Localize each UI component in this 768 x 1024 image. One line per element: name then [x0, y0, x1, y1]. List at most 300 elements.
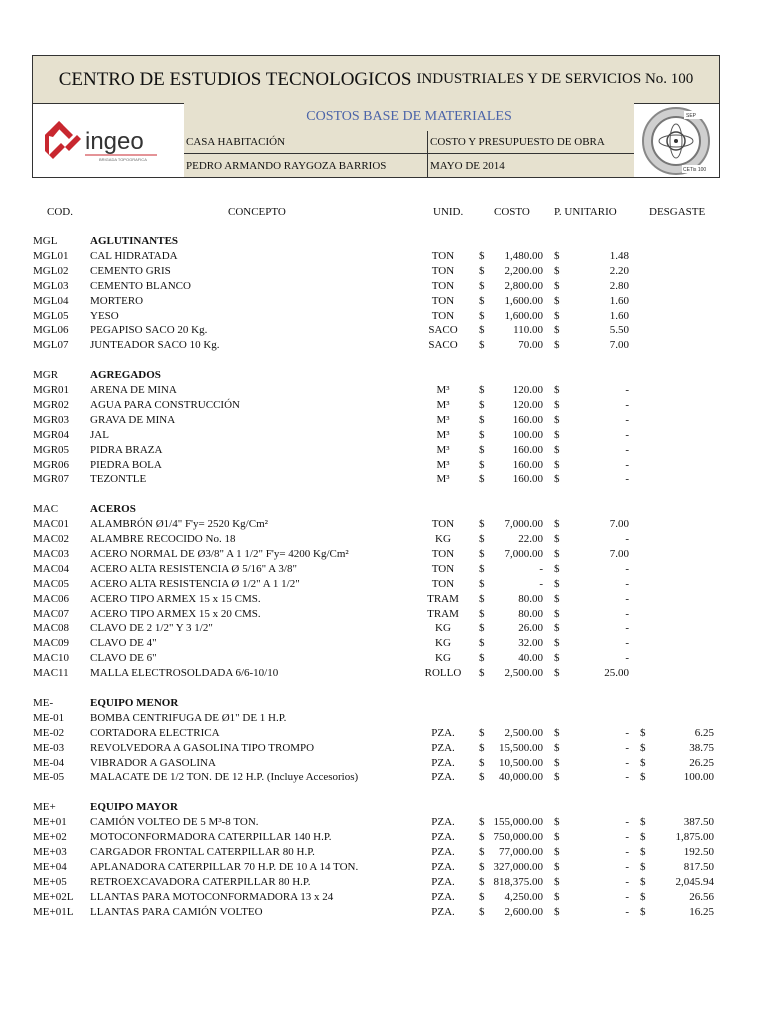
table-row: [0, 711, 768, 726]
item-cost: 1,480.00: [504, 249, 543, 262]
item-concept: AGUA PARA CONSTRUCCIÓN: [90, 398, 240, 411]
item-cost: 160.00: [512, 413, 543, 426]
col-code: COD.: [47, 206, 73, 218]
item-unit: KG: [435, 637, 451, 650]
item-cost: 70.00: [518, 339, 543, 352]
item-unit: PZA.: [431, 771, 455, 784]
item-cost: 2,800.00: [504, 279, 543, 292]
currency-symbol: $: [479, 860, 485, 873]
item-unit: TON: [431, 518, 455, 531]
item-code: MAC09: [33, 637, 70, 650]
currency-symbol: $: [554, 845, 560, 858]
item-unit: PZA.: [431, 726, 455, 739]
currency-symbol: $: [554, 562, 560, 575]
item-unit-price: -: [625, 577, 629, 590]
currency-symbol: $: [479, 890, 485, 903]
item-code: ME+: [33, 801, 56, 814]
item-code: MGL01: [33, 249, 69, 262]
currency-symbol: $: [554, 518, 560, 531]
item-cost: 22.00: [518, 533, 543, 545]
currency-symbol: $: [479, 428, 485, 441]
col-wear: DESGASTE: [649, 206, 706, 218]
item-code: MGR07: [33, 473, 70, 486]
table-row: [0, 458, 768, 473]
currency-symbol: $: [554, 294, 560, 307]
currency-symbol: $: [479, 875, 485, 888]
svg-text:ingeo: ingeo: [84, 127, 144, 155]
item-cost: 32.00: [518, 637, 543, 650]
item-concept: LLANTAS PARA MOTOCONFORMADORA 13 x 24: [90, 890, 334, 903]
currency-symbol: $: [479, 324, 485, 337]
currency-symbol: $: [554, 443, 560, 456]
item-concept: CEMENTO GRIS: [90, 264, 171, 277]
currency-symbol: $: [554, 860, 560, 873]
item-unit: TON: [431, 309, 455, 322]
item-cost: 77,000.00: [499, 845, 543, 858]
item-code: ME+01: [33, 816, 67, 829]
document-date: MAYO DE 2014: [428, 154, 634, 177]
institution-title-rest: INDUSTRIALES Y DE SERVICIOS No. 100: [416, 71, 694, 87]
currency-symbol: $: [479, 384, 485, 396]
item-cost: 110.00: [513, 324, 543, 337]
table-row: [0, 532, 768, 547]
currency-symbol: $: [554, 577, 560, 590]
item-unit: KG: [435, 622, 451, 635]
currency-symbol: $: [554, 637, 560, 650]
currency-symbol: $: [640, 860, 646, 873]
section-title: ACEROS: [90, 503, 136, 516]
item-cost: 2,500.00: [504, 726, 543, 739]
item-code: ME+03: [33, 845, 67, 858]
item-unit-price: 7.00: [609, 518, 629, 531]
institution-title: [33, 56, 719, 104]
item-unit: ROLLO: [424, 667, 462, 680]
item-concept: CORTADORA ELECTRICA: [90, 726, 220, 739]
currency-symbol: $: [479, 831, 485, 843]
item-unit: M³: [436, 398, 450, 411]
item-concept: CLAVO DE 2 1/2" Y 3 1/2": [90, 622, 213, 635]
item-code: ME-02: [33, 726, 65, 739]
item-unit-price: 1.48: [609, 249, 629, 262]
item-unit-price: -: [625, 756, 629, 769]
col-unit-price: P. UNITARIO: [554, 206, 617, 218]
item-cost: 10,500.00: [499, 756, 543, 769]
currency-symbol: $: [554, 279, 560, 292]
item-concept: ACERO TIPO ARMEX 15 x 15 CMS.: [90, 592, 261, 605]
item-concept: MALLA ELECTROSOLDADA 6/6-10/10: [90, 667, 279, 680]
table-row: [0, 756, 768, 771]
col-unit: UNID.: [433, 206, 464, 218]
item-unit-price: -: [625, 905, 629, 918]
item-unit-price: -: [625, 384, 629, 396]
currency-symbol: $: [479, 443, 485, 456]
item-concept: CARGADOR FRONTAL CATERPILLAR 80 H.P.: [90, 845, 315, 858]
currency-symbol: $: [554, 771, 560, 784]
section-title: EQUIPO MENOR: [90, 696, 179, 709]
table-row: [0, 383, 768, 398]
item-concept: CAMIÓN VOLTEO DE 5 M³-8 TON.: [90, 816, 259, 829]
section-title: EQUIPO MAYOR: [90, 801, 178, 814]
section-row: [0, 800, 768, 815]
item-concept: BOMBA CENTRIFUGA DE Ø1" DE 1 H.P.: [90, 711, 287, 724]
item-unit-price: 1.60: [609, 294, 629, 307]
svg-text:CETis 100: CETis 100: [683, 166, 707, 173]
item-code: MAC01: [33, 518, 70, 531]
item-unit-price: -: [625, 592, 629, 605]
table-row: [0, 845, 768, 860]
item-concept: JUNTEADOR SACO 10 Kg.: [90, 339, 220, 352]
item-concept: ACERO TIPO ARMEX 15 x 20 CMS.: [90, 607, 261, 620]
item-unit: PZA.: [431, 860, 455, 873]
item-code: MAC10: [33, 652, 70, 665]
item-unit: PZA.: [431, 905, 455, 918]
item-cost: 100.00: [512, 428, 543, 441]
item-unit-price: -: [625, 831, 629, 843]
currency-symbol: $: [479, 294, 485, 307]
table-row: [0, 770, 768, 785]
item-unit: TRAM: [427, 592, 459, 605]
item-unit-price: -: [625, 652, 629, 665]
table-row: [0, 547, 768, 562]
section-row: [0, 368, 768, 383]
item-code: ME+02: [33, 831, 67, 843]
item-code: MGL06: [33, 324, 69, 337]
table-row: [0, 472, 768, 487]
item-code: ME+01L: [33, 905, 74, 918]
item-unit: M³: [436, 413, 450, 426]
currency-symbol: $: [479, 458, 485, 471]
item-code: ME+04: [33, 860, 67, 873]
currency-symbol: $: [479, 264, 485, 277]
table-row: [0, 398, 768, 413]
currency-symbol: $: [640, 741, 646, 754]
table-row: [0, 338, 768, 353]
currency-symbol: $: [479, 756, 485, 769]
currency-symbol: $: [640, 756, 646, 769]
item-cost: 15,500.00: [499, 741, 543, 754]
item-unit-price: -: [625, 816, 629, 829]
table-row: [0, 726, 768, 741]
currency-symbol: $: [479, 309, 485, 322]
item-concept: MALACATE DE 1/2 TON. DE 12 H.P. (Incluye Accesorios): [90, 771, 359, 784]
currency-symbol: $: [479, 577, 485, 590]
item-cost: 160.00: [512, 443, 543, 456]
item-cost: -: [539, 562, 543, 575]
item-wear: 26.25: [689, 756, 714, 769]
currency-symbol: $: [640, 875, 646, 888]
item-unit: PZA.: [431, 845, 455, 858]
item-unit-price: 1.60: [609, 309, 629, 322]
item-concept: RETROEXCAVADORA CATERPILLAR 80 H.P.: [90, 875, 311, 888]
currency-symbol: $: [479, 622, 485, 635]
item-unit: M³: [436, 473, 450, 486]
currency-symbol: $: [554, 890, 560, 903]
currency-symbol: $: [554, 622, 560, 635]
currency-symbol: $: [479, 279, 485, 292]
item-code: MAC04: [33, 562, 70, 575]
item-code: ME-04: [33, 756, 65, 769]
currency-symbol: $: [479, 726, 485, 739]
item-code: MGR05: [33, 443, 70, 456]
item-code: ME-: [33, 696, 54, 709]
table-row: [0, 592, 768, 607]
item-unit: TON: [431, 279, 455, 292]
item-unit-price: -: [625, 622, 629, 635]
item-wear: 16.25: [689, 905, 714, 918]
item-concept: YESO: [90, 309, 119, 322]
table-row: [0, 264, 768, 279]
item-code: MAC07: [33, 607, 70, 620]
currency-symbol: $: [479, 249, 485, 262]
item-code: MGL04: [33, 294, 69, 307]
item-unit-price: 25.00: [604, 667, 629, 680]
item-unit: PZA.: [431, 890, 455, 903]
currency-symbol: $: [479, 398, 485, 411]
item-unit-price: -: [625, 726, 629, 739]
section-row: [0, 234, 768, 249]
table-row: [0, 815, 768, 830]
item-unit-price: 7.00: [609, 547, 629, 560]
table-row: [0, 860, 768, 875]
item-concept: ACERO ALTA RESISTENCIA Ø 1/2" A 1 1/2": [90, 577, 300, 590]
currency-symbol: $: [479, 741, 485, 754]
item-cost: 160.00: [512, 473, 543, 486]
currency-symbol: $: [554, 667, 560, 680]
item-unit-price: -: [625, 637, 629, 650]
item-cost: 80.00: [518, 592, 543, 605]
item-unit: KG: [435, 652, 451, 665]
item-unit: SACO: [428, 324, 458, 337]
currency-symbol: $: [479, 607, 485, 620]
item-unit-price: -: [625, 860, 629, 873]
item-code: MGR01: [33, 384, 70, 396]
table-row: [0, 890, 768, 905]
currency-symbol: $: [554, 339, 560, 352]
item-concept: CLAVO DE 4": [90, 637, 157, 650]
currency-symbol: $: [479, 905, 485, 918]
item-code: MAC05: [33, 577, 70, 590]
table-row: [0, 666, 768, 681]
item-concept: PIEDRA BOLA: [90, 458, 162, 471]
table-row: [0, 607, 768, 622]
item-wear: 38.75: [689, 741, 714, 754]
item-unit-price: -: [625, 443, 629, 456]
item-unit-price: -: [625, 562, 629, 575]
currency-symbol: $: [554, 384, 560, 396]
item-unit-price: -: [625, 428, 629, 441]
item-unit-price: -: [625, 741, 629, 754]
currency-symbol: $: [479, 592, 485, 605]
currency-symbol: $: [554, 592, 560, 605]
item-wear: 192.50: [683, 845, 714, 858]
item-unit: M³: [436, 458, 450, 471]
item-code: MGR: [33, 369, 59, 382]
table-row: [0, 636, 768, 651]
item-code: MAC02: [33, 533, 70, 545]
item-cost: 1,600.00: [504, 309, 543, 322]
item-cost: 26.00: [518, 622, 543, 635]
item-cost: 7,000.00: [504, 547, 543, 560]
item-cost: 80.00: [518, 607, 543, 620]
table-row: [0, 443, 768, 458]
table-row: [0, 279, 768, 294]
item-cost: 155,000.00: [493, 816, 543, 829]
item-unit: TON: [431, 294, 455, 307]
cetis-seal-icon: [640, 105, 712, 177]
item-concept: JAL: [90, 428, 109, 441]
item-wear: 26.56: [689, 890, 714, 903]
svg-text:BRIGADA TOPOGRAFICA: BRIGADA TOPOGRAFICA: [98, 156, 147, 162]
item-code: MAC08: [33, 622, 70, 635]
document-type: COSTO Y PRESUPUESTO DE OBRA: [428, 131, 634, 154]
currency-symbol: $: [554, 398, 560, 411]
item-unit-price: -: [625, 473, 629, 486]
item-wear: 6.25: [694, 726, 714, 739]
currency-symbol: $: [479, 413, 485, 426]
item-concept: ALAMBRÓN Ø1/4" F'y= 2520 Kg/Cm²: [90, 518, 268, 531]
currency-symbol: $: [554, 547, 560, 560]
currency-symbol: $: [554, 249, 560, 262]
currency-symbol: $: [554, 831, 560, 843]
currency-symbol: $: [640, 771, 646, 784]
currency-symbol: $: [554, 816, 560, 829]
table-row: [0, 621, 768, 636]
currency-symbol: $: [554, 875, 560, 888]
item-unit: PZA.: [431, 831, 455, 843]
item-code: MAC: [33, 503, 59, 516]
item-code: MGR02: [33, 398, 70, 411]
item-code: MAC03: [33, 547, 70, 560]
item-unit: TON: [431, 577, 455, 590]
currency-symbol: $: [479, 533, 485, 545]
item-cost: 750,000.00: [493, 831, 543, 843]
item-cost: 120.00: [512, 384, 543, 396]
table-row: [0, 249, 768, 264]
item-code: MGR03: [33, 413, 70, 426]
currency-symbol: $: [640, 890, 646, 903]
currency-symbol: $: [554, 652, 560, 665]
item-cost: 120.00: [512, 398, 543, 411]
item-code: ME+05: [33, 875, 67, 888]
table-row: [0, 413, 768, 428]
item-unit: PZA.: [431, 875, 455, 888]
item-unit: SACO: [428, 339, 458, 352]
item-concept: PEGAPISO SACO 20 Kg.: [90, 324, 208, 337]
item-cost: 2,200.00: [504, 264, 543, 277]
section-title: AGLUTINANTES: [90, 235, 179, 247]
item-wear: 2,045.94: [675, 875, 714, 888]
currency-symbol: $: [554, 309, 560, 322]
currency-symbol: $: [479, 562, 485, 575]
table-row: [0, 294, 768, 309]
item-unit: KG: [435, 533, 451, 545]
col-concept: CONCEPTO: [228, 206, 286, 218]
item-code: MAC06: [33, 592, 70, 605]
currency-symbol: $: [554, 473, 560, 486]
currency-symbol: $: [640, 726, 646, 739]
table-row: [0, 309, 768, 324]
item-cost: 4,250.00: [504, 890, 543, 903]
item-cost: 2,600.00: [504, 905, 543, 918]
item-concept: APLANADORA CATERPILLAR 70 H.P. DE 10 A 14 TON.: [90, 860, 359, 873]
currency-symbol: $: [640, 905, 646, 918]
table-row: [0, 905, 768, 920]
item-concept: ACERO ALTA RESISTENCIA Ø 5/16" A 3/8": [90, 562, 297, 575]
item-unit-price: -: [625, 458, 629, 471]
item-unit: PZA.: [431, 741, 455, 754]
item-unit-price: -: [625, 875, 629, 888]
table-row: [0, 517, 768, 532]
item-unit: TON: [431, 249, 455, 262]
section-row: [0, 502, 768, 517]
item-unit-price: -: [625, 890, 629, 903]
item-unit: PZA.: [431, 756, 455, 769]
item-unit: TON: [431, 547, 455, 560]
currency-symbol: $: [479, 771, 485, 784]
item-code: MGL07: [33, 339, 69, 352]
item-code: MGL: [33, 235, 58, 247]
currency-symbol: $: [640, 845, 646, 858]
currency-symbol: $: [554, 264, 560, 277]
item-unit-price: -: [625, 771, 629, 784]
currency-symbol: $: [640, 831, 646, 843]
item-concept: ACERO NORMAL DE Ø3/8" A 1 1/2" F'y= 4200 Kg/Cm²: [90, 547, 349, 560]
col-cost: COSTO: [494, 206, 530, 218]
item-cost: 327,000.00: [493, 860, 543, 873]
item-code: MGR04: [33, 428, 70, 441]
item-code: MAC11: [33, 667, 69, 680]
currency-symbol: $: [479, 845, 485, 858]
item-unit-price: 5.50: [609, 324, 629, 337]
item-unit-price: -: [625, 413, 629, 426]
table-row: [0, 875, 768, 890]
currency-symbol: $: [479, 473, 485, 486]
item-code: ME-03: [33, 741, 65, 754]
currency-symbol: $: [479, 816, 485, 829]
table-row: [0, 577, 768, 592]
item-code: ME+02L: [33, 890, 74, 903]
item-cost: 2,500.00: [504, 667, 543, 680]
item-concept: GRAVA DE MINA: [90, 413, 176, 426]
item-cost: 1,600.00: [504, 294, 543, 307]
svg-text:SEP: SEP: [686, 112, 697, 119]
item-unit: M³: [436, 384, 450, 396]
item-concept: CEMENTO BLANCO: [90, 279, 191, 292]
ingeo-logo-icon: [39, 111, 179, 171]
institution-title-main: CENTRO DE ESTUDIOS TECNOLOGICOS: [58, 68, 412, 90]
item-unit: M³: [436, 428, 450, 441]
item-unit: TRAM: [427, 607, 459, 620]
currency-symbol: $: [479, 667, 485, 680]
item-unit-price: -: [625, 398, 629, 411]
item-unit: TON: [431, 264, 455, 277]
table-row: [0, 428, 768, 443]
item-cost: 40.00: [518, 652, 543, 665]
item-code: MGL03: [33, 279, 69, 292]
item-unit-price: -: [625, 533, 629, 545]
item-unit-price: 2.20: [609, 264, 629, 277]
item-concept: TEZONTLE: [90, 473, 147, 486]
item-code: MGL05: [33, 309, 69, 322]
item-code: MGR06: [33, 458, 70, 471]
currency-symbol: $: [554, 607, 560, 620]
currency-symbol: $: [554, 741, 560, 754]
item-unit-price: 7.00: [609, 339, 629, 352]
item-code: MGL02: [33, 264, 69, 277]
currency-symbol: $: [554, 726, 560, 739]
item-unit-price: -: [625, 607, 629, 620]
item-concept: LLANTAS PARA CAMIÓN VOLTEO: [90, 905, 263, 918]
